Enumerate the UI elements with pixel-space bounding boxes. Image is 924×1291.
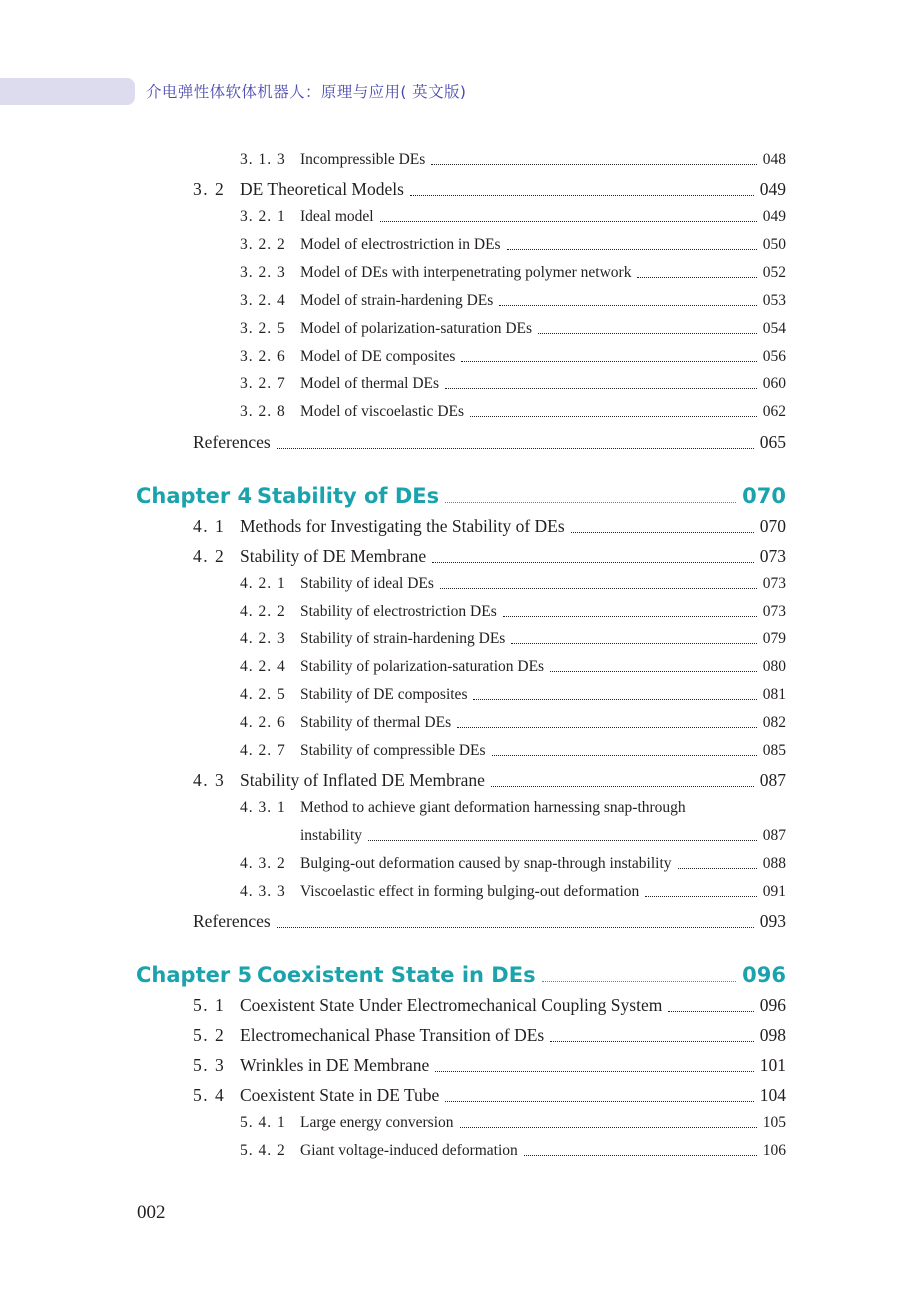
page-number: 054 xyxy=(762,320,786,337)
dot-leader xyxy=(668,1011,753,1012)
dot-leader xyxy=(461,361,756,362)
toc-entry[interactable] xyxy=(240,1142,786,1160)
page-number: 081 xyxy=(762,686,786,703)
toc-entry[interactable] xyxy=(240,686,786,704)
section-number: 4. 1 xyxy=(193,516,226,536)
section-number: 4. 2 xyxy=(193,546,226,566)
section-title: Stability of compressible DEs xyxy=(300,742,486,759)
section-number: 4. 3 xyxy=(193,770,226,790)
section-number: 5. 4 xyxy=(193,1085,226,1105)
dot-leader xyxy=(457,727,757,728)
section-title: Methods for Investigating the Stability of DEs xyxy=(240,516,565,536)
toc-entry[interactable] xyxy=(240,264,786,282)
section-title: Model of DE composites xyxy=(300,348,456,365)
toc-entry[interactable] xyxy=(240,658,786,676)
page-number: 080 xyxy=(762,658,786,675)
page-number: 049 xyxy=(759,179,786,199)
toc-entry[interactable] xyxy=(240,208,786,226)
page-number: 091 xyxy=(762,883,786,900)
toc-entry[interactable] xyxy=(240,799,786,817)
toc-entry[interactable] xyxy=(193,1055,786,1076)
toc-entry[interactable] xyxy=(193,546,786,567)
dot-leader xyxy=(503,616,757,617)
toc-entry[interactable] xyxy=(240,883,786,901)
section-number: 3. 2. 4 xyxy=(240,292,286,309)
toc-entry[interactable] xyxy=(193,1025,786,1046)
section-title: DE Theoretical Models xyxy=(240,179,404,199)
chapter-title: Coexistent State in DEs xyxy=(257,963,536,987)
dot-leader xyxy=(542,981,737,982)
toc-entry[interactable] xyxy=(240,375,786,393)
page-number: 106 xyxy=(762,1142,786,1159)
dot-leader xyxy=(678,868,757,869)
section-title: Model of thermal DEs xyxy=(300,375,440,392)
dot-leader xyxy=(499,305,756,306)
section-number: 4. 3. 3 xyxy=(240,883,286,900)
page-number: 052 xyxy=(762,264,786,281)
toc-entry[interactable] xyxy=(240,348,786,366)
toc-entry[interactable] xyxy=(240,714,786,732)
dot-leader xyxy=(637,277,756,278)
section-number: 4. 3. 1 xyxy=(240,799,286,816)
section-number: 3. 2. 3 xyxy=(240,264,286,281)
toc-entry[interactable] xyxy=(240,603,786,621)
page-number: 073 xyxy=(762,575,786,592)
section-title: Large energy conversion xyxy=(300,1114,454,1131)
section-title: Stability of strain-hardening DEs xyxy=(300,630,506,647)
page-number: 073 xyxy=(762,603,786,620)
section-number: 5. 3 xyxy=(193,1055,226,1075)
section-number: 3. 2. 7 xyxy=(240,375,286,392)
page-number: 096 xyxy=(742,963,786,987)
dot-leader xyxy=(571,532,754,533)
section-number: 5. 4. 1 xyxy=(240,1114,286,1131)
header-band xyxy=(0,78,135,105)
section-number: 3. 2. 2 xyxy=(240,236,286,253)
dot-leader xyxy=(440,588,757,589)
section-title: Stability of polarization-saturation DEs xyxy=(300,658,545,675)
section-title: Stability of ideal DEs xyxy=(300,575,434,592)
section-title: Stability of Inflated DE Membrane xyxy=(240,770,485,790)
chapter-number: Chapter 5 xyxy=(136,963,253,987)
section-title: Bulging-out deformation caused by snap-through instability xyxy=(300,855,672,872)
page-number-footer: 002 xyxy=(137,1202,166,1223)
toc-entry[interactable] xyxy=(193,770,786,791)
section-number: 4. 2. 5 xyxy=(240,686,286,703)
section-number: 4. 2. 6 xyxy=(240,714,286,731)
section-title: Stability of electrostriction DEs xyxy=(300,603,497,620)
section-number: 3. 2. 8 xyxy=(240,403,286,420)
dot-leader xyxy=(432,562,754,563)
page-number: 082 xyxy=(762,714,786,731)
toc-entry[interactable] xyxy=(240,320,786,338)
page-number: 098 xyxy=(759,1025,786,1045)
section-title: Stability of thermal DEs xyxy=(300,714,452,731)
toc-entry[interactable] xyxy=(193,995,786,1016)
toc-entry[interactable] xyxy=(240,403,786,421)
dot-leader xyxy=(445,388,757,389)
dot-leader xyxy=(645,896,756,897)
section-number: 5. 1 xyxy=(193,995,226,1015)
section-title: Coexistent State in DE Tube xyxy=(240,1085,440,1105)
section-title: Stability of DE Membrane xyxy=(240,546,427,566)
section-title: Model of electrostriction in DEs xyxy=(300,236,501,253)
page-number: 050 xyxy=(762,236,786,253)
page-number: 060 xyxy=(762,375,786,392)
section-number: 3. 2. 6 xyxy=(240,348,286,365)
section-title-continued: instability xyxy=(300,827,362,844)
dot-leader xyxy=(445,1101,753,1102)
page-number: 048 xyxy=(762,151,786,168)
dot-leader xyxy=(460,1127,757,1128)
dot-leader xyxy=(491,786,754,787)
dot-leader xyxy=(277,927,754,928)
section-number: 3. 2. 5 xyxy=(240,320,286,337)
section-title: Ideal model xyxy=(300,208,374,225)
page-number: 093 xyxy=(759,911,786,931)
section-title: Model of DEs with interpenetrating polymer network xyxy=(300,264,632,281)
page-number: 087 xyxy=(759,770,786,790)
toc-entry[interactable] xyxy=(193,516,786,537)
toc-entry[interactable] xyxy=(240,630,786,648)
section-title: Viscoelastic effect in forming bulging-out deformation xyxy=(300,883,640,900)
section-title: Method to achieve giant deformation harnessing snap-through xyxy=(300,799,686,816)
toc-entry[interactable] xyxy=(193,179,786,200)
section-title: Giant voltage-induced deformation xyxy=(300,1142,518,1159)
section-title: Coexistent State Under Electromechanical Coupling System xyxy=(240,995,663,1015)
dot-leader xyxy=(550,1041,754,1042)
page-number: 070 xyxy=(742,484,786,508)
page-number: 056 xyxy=(762,348,786,365)
section-title: Wrinkles in DE Membrane xyxy=(240,1055,430,1075)
dot-leader xyxy=(431,164,756,165)
dot-leader xyxy=(277,448,754,449)
page-number: 062 xyxy=(762,403,786,420)
section-title: References xyxy=(193,432,271,452)
section-number: 4. 3. 2 xyxy=(240,855,286,872)
dot-leader xyxy=(507,249,757,250)
toc-chapter-heading[interactable] xyxy=(136,963,786,987)
page-number: 049 xyxy=(762,208,786,225)
dot-leader xyxy=(368,840,757,841)
section-title: Model of polarization-saturation DEs xyxy=(300,320,533,337)
section-title: Electromechanical Phase Transition of DEs xyxy=(240,1025,545,1045)
dot-leader xyxy=(435,1071,753,1072)
section-number: 5. 4. 2 xyxy=(240,1142,286,1159)
toc-entry[interactable] xyxy=(240,742,786,760)
toc-entry[interactable] xyxy=(240,292,786,310)
section-title: Stability of DE composites xyxy=(300,686,468,703)
toc-entry[interactable] xyxy=(240,236,786,254)
section-number: 4. 2. 4 xyxy=(240,658,286,675)
toc-entry[interactable] xyxy=(240,575,786,593)
section-number: 4. 2. 7 xyxy=(240,742,286,759)
running-header-title: 介电弹性体软体机器人：原理与应用( 英文版) xyxy=(146,83,467,101)
toc-entry[interactable] xyxy=(240,151,786,169)
toc-entry[interactable] xyxy=(240,855,786,873)
section-title: Model of viscoelastic DEs xyxy=(300,403,465,420)
page-number: 101 xyxy=(759,1055,786,1075)
dot-leader xyxy=(380,221,757,222)
page-number: 105 xyxy=(762,1114,786,1131)
dot-leader xyxy=(538,333,757,334)
page-number: 079 xyxy=(762,630,786,647)
dot-leader xyxy=(410,195,754,196)
page-number: 104 xyxy=(759,1085,786,1105)
toc-entry-references[interactable] xyxy=(193,911,786,932)
section-number: 4. 2. 1 xyxy=(240,575,286,592)
section-number: 3. 2 xyxy=(193,179,226,199)
dot-leader xyxy=(473,699,756,700)
chapter-title: Stability of DEs xyxy=(257,484,440,508)
section-number: 3. 1. 3 xyxy=(240,151,286,168)
toc-entry[interactable] xyxy=(240,1114,786,1132)
toc-entry-continuation[interactable] xyxy=(300,827,786,845)
page-number: 053 xyxy=(762,292,786,309)
section-number: 3. 2. 1 xyxy=(240,208,286,225)
section-number: 4. 2. 3 xyxy=(240,630,286,647)
page-number: 085 xyxy=(762,742,786,759)
dot-leader xyxy=(470,416,757,417)
page-number: 096 xyxy=(759,995,786,1015)
section-number: 5. 2 xyxy=(193,1025,226,1045)
chapter-number: Chapter 4 xyxy=(136,484,253,508)
dot-leader xyxy=(550,671,757,672)
page-number: 065 xyxy=(759,432,786,452)
dot-leader xyxy=(524,1155,757,1156)
page-number: 070 xyxy=(759,516,786,536)
toc-entry[interactable] xyxy=(193,1085,786,1106)
section-title: Model of strain-hardening DEs xyxy=(300,292,494,309)
section-number: 4. 2. 2 xyxy=(240,603,286,620)
dot-leader xyxy=(511,643,756,644)
toc-chapter-heading[interactable] xyxy=(136,484,786,508)
page-number: 073 xyxy=(759,546,786,566)
page-number: 087 xyxy=(762,827,786,844)
section-title: References xyxy=(193,911,271,931)
section-title: Incompressible DEs xyxy=(300,151,426,168)
dot-leader xyxy=(445,502,736,503)
page-number: 088 xyxy=(762,855,786,872)
dot-leader xyxy=(492,755,757,756)
toc-entry-references[interactable] xyxy=(193,432,786,453)
